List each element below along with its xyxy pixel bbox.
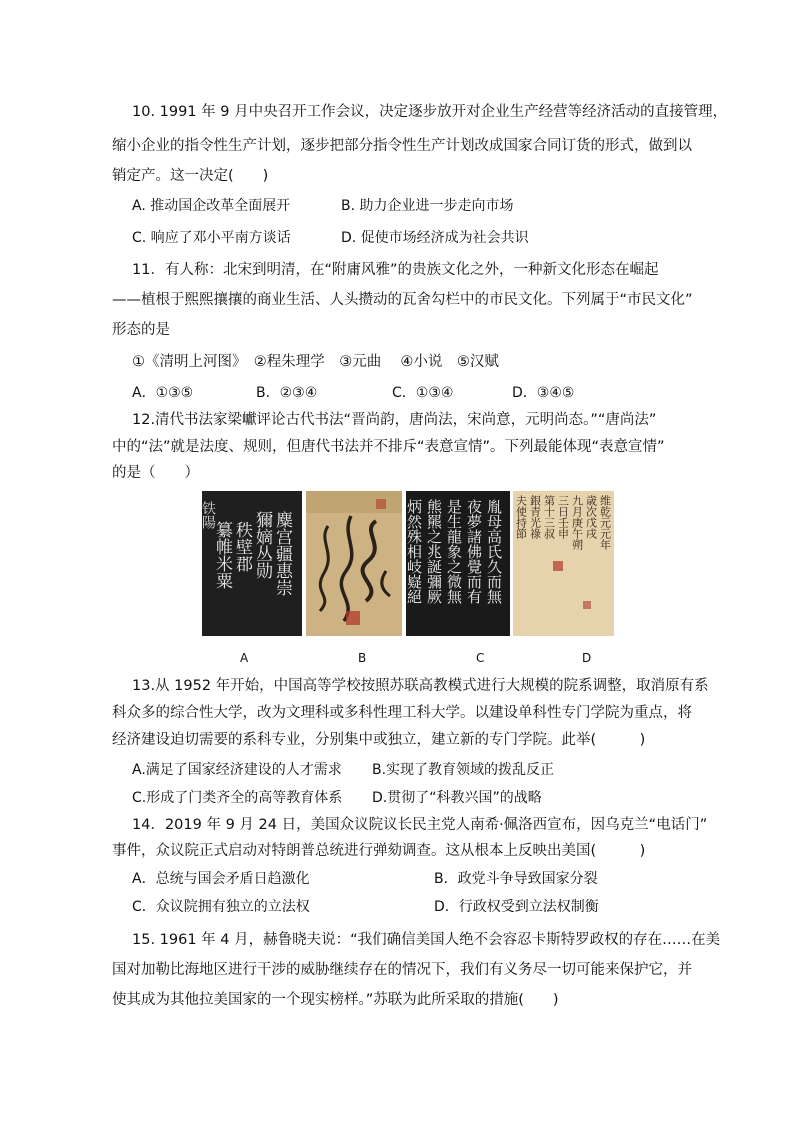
image-caption-c: C <box>476 651 485 665</box>
image-caption-b: B <box>358 651 367 665</box>
image-d-col-3: 九月庚午朔 <box>570 495 584 550</box>
image-c-col-1: 胤母高氏久而無 <box>485 499 503 604</box>
q13-line-3: 经济建设迫切需要的系科专业，分别集中或独立，建立新的专门学院。此举( ) <box>112 732 646 748</box>
q10-option-d: D. 促使市场经济成为社会共识 <box>341 230 529 246</box>
q11-option-b: B．②③④ <box>256 385 318 401</box>
q10-option-a: A. 推动国企改革全面展开 <box>132 198 291 214</box>
q12-line-2: 中的“法”就是法度、规则，但唐代书法并不排斥“表意宣情”。下列最能体现“表意宣情” <box>112 439 665 455</box>
q11-line-3: 形态的是 <box>112 322 170 338</box>
calligraphy-image-d <box>513 491 614 636</box>
calligraphy-image-b <box>306 491 402 636</box>
q15-line-1: 15. 1961 年 4 月，赫鲁晓夫说：“我们确信美国人绝不会容忍卡斯特罗政权的存在……在美 <box>132 932 721 948</box>
q13-line-1: 13.从 1952 年开始，中国高等学校按照苏联高教模式进行大规模的院系调整，取消原有系 <box>132 678 709 694</box>
q11-option-a: A．①③⑤ <box>132 385 194 401</box>
q14-option-b: B．政党斗争导致国家分裂 <box>434 871 598 887</box>
q12-line-1: 12.清代书法家梁巘评论古代书法“晋尚韵，唐尚法，宋尚意，元明尚态。”“唐尚法” <box>132 412 657 428</box>
image-caption-d: D <box>582 651 592 665</box>
q13-line-2: 科众多的综合性大学，改为文理科或多科性理工科大学。以建设单科性专门学院为重点，将 <box>112 705 692 721</box>
calligraphy-image-a <box>202 491 302 636</box>
image-d-col-4: 三日壬申 <box>556 495 570 539</box>
q14-option-d: D．行政权受到立法权制衡 <box>434 899 599 915</box>
q11-line-1: 11．有人称：北宋到明清，在“附庸风雅”的贵族文化之外，一种新文化形态在崛起 <box>132 262 659 278</box>
q12-line-3: 的是（ ） <box>112 465 199 481</box>
q15-line-3: 使其成为其他拉美国家的一个现实榜样。”苏联为此所采取的措施( ) <box>112 992 559 1008</box>
q14-option-a: A．总统与国会矛盾日趋激化 <box>132 871 310 887</box>
q13-option-d: D.贯彻了“科教兴国”的战略 <box>372 790 542 806</box>
image-c-col-4: 熊羆之兆誕彌厥 <box>425 499 443 604</box>
image-c-col-3: 是生龍象之微無 <box>445 499 463 604</box>
q14-line-2: 事件，众议院正式启动对特朗普总统进行弹劾调查。这从根本上反映出美国( ) <box>112 843 646 859</box>
q10-option-b: B. 助力企业进一步走向市场 <box>341 198 514 214</box>
q13-option-b: B.实现了教育领域的拨乱反正 <box>372 762 555 778</box>
image-caption-a: A <box>240 651 249 665</box>
q13-option-a: A.满足了国家经济建设的人才需求 <box>132 762 342 778</box>
image-a-col-2: 獮嫡丛勋 <box>252 511 272 579</box>
calligraphy-image-c <box>406 491 510 636</box>
calligraphy-images <box>202 491 614 636</box>
image-a-col-3: 秩壁郡 <box>232 521 252 572</box>
image-a-col-4: 纂帷米粟 <box>212 521 232 589</box>
image-d-col-7: 夫使持節 <box>514 495 528 539</box>
q10-line-1: 10. 1991 年 9 月中央召开工作会议，决定逐步放开对企业生产经营等经济活动的直接管理， <box>132 104 728 120</box>
q11-option-d: D．③④⑤ <box>512 385 575 401</box>
q10-line-3: 销定产。这一决定( ) <box>112 168 269 184</box>
image-a-col-1: 麋宫疆惠崇 <box>272 511 292 596</box>
image-c-col-2: 夜夢諸佛覺而有 <box>465 499 483 604</box>
image-d-col-6: 銀青光祿 <box>528 495 542 539</box>
image-d-col-2: 歳次戊戌 <box>584 495 598 539</box>
q10-line-2: 缩小企业的指令性生产计划，逐步把部分指令性生产计划改成国家合同订货的形式，做到以 <box>112 138 692 154</box>
q15-line-2: 国对加勒比海地区进行干涉的威胁继续存在的情况下，我们有义务尽一切可能来保护它，并 <box>112 962 692 978</box>
image-a-col-5: 铁陽 <box>200 501 216 529</box>
q11-option-c: C．①③④ <box>392 385 454 401</box>
q14-line-1: 14．2019 年 9 月 24 日，美国众议院议长民主党人南希·佩洛西宣布，因乌克兰“电话门” <box>132 817 708 833</box>
image-c-col-5: 炳然殊相岐嶷絕 <box>405 499 423 604</box>
q13-option-c: C.形成了门类齐全的高等教育体系 <box>132 790 343 806</box>
q11-items: ①《清明上河图》 ②程朱理学 ③元曲 ④小说 ⑤汉赋 <box>132 354 499 370</box>
q11-line-2: ——植根于熙熙攘攘的商业生活、人头攒动的瓦舍勾栏中的市民文化。下列属于“市民文化” <box>112 292 693 308</box>
image-d-col-5: 第十三叔 <box>542 495 556 539</box>
q14-option-c: C．众议院拥有独立的立法权 <box>132 899 310 915</box>
q10-option-c: C. 响应了邓小平南方谈话 <box>132 230 291 246</box>
image-d-col-1: 维乾元元年 <box>598 495 612 550</box>
